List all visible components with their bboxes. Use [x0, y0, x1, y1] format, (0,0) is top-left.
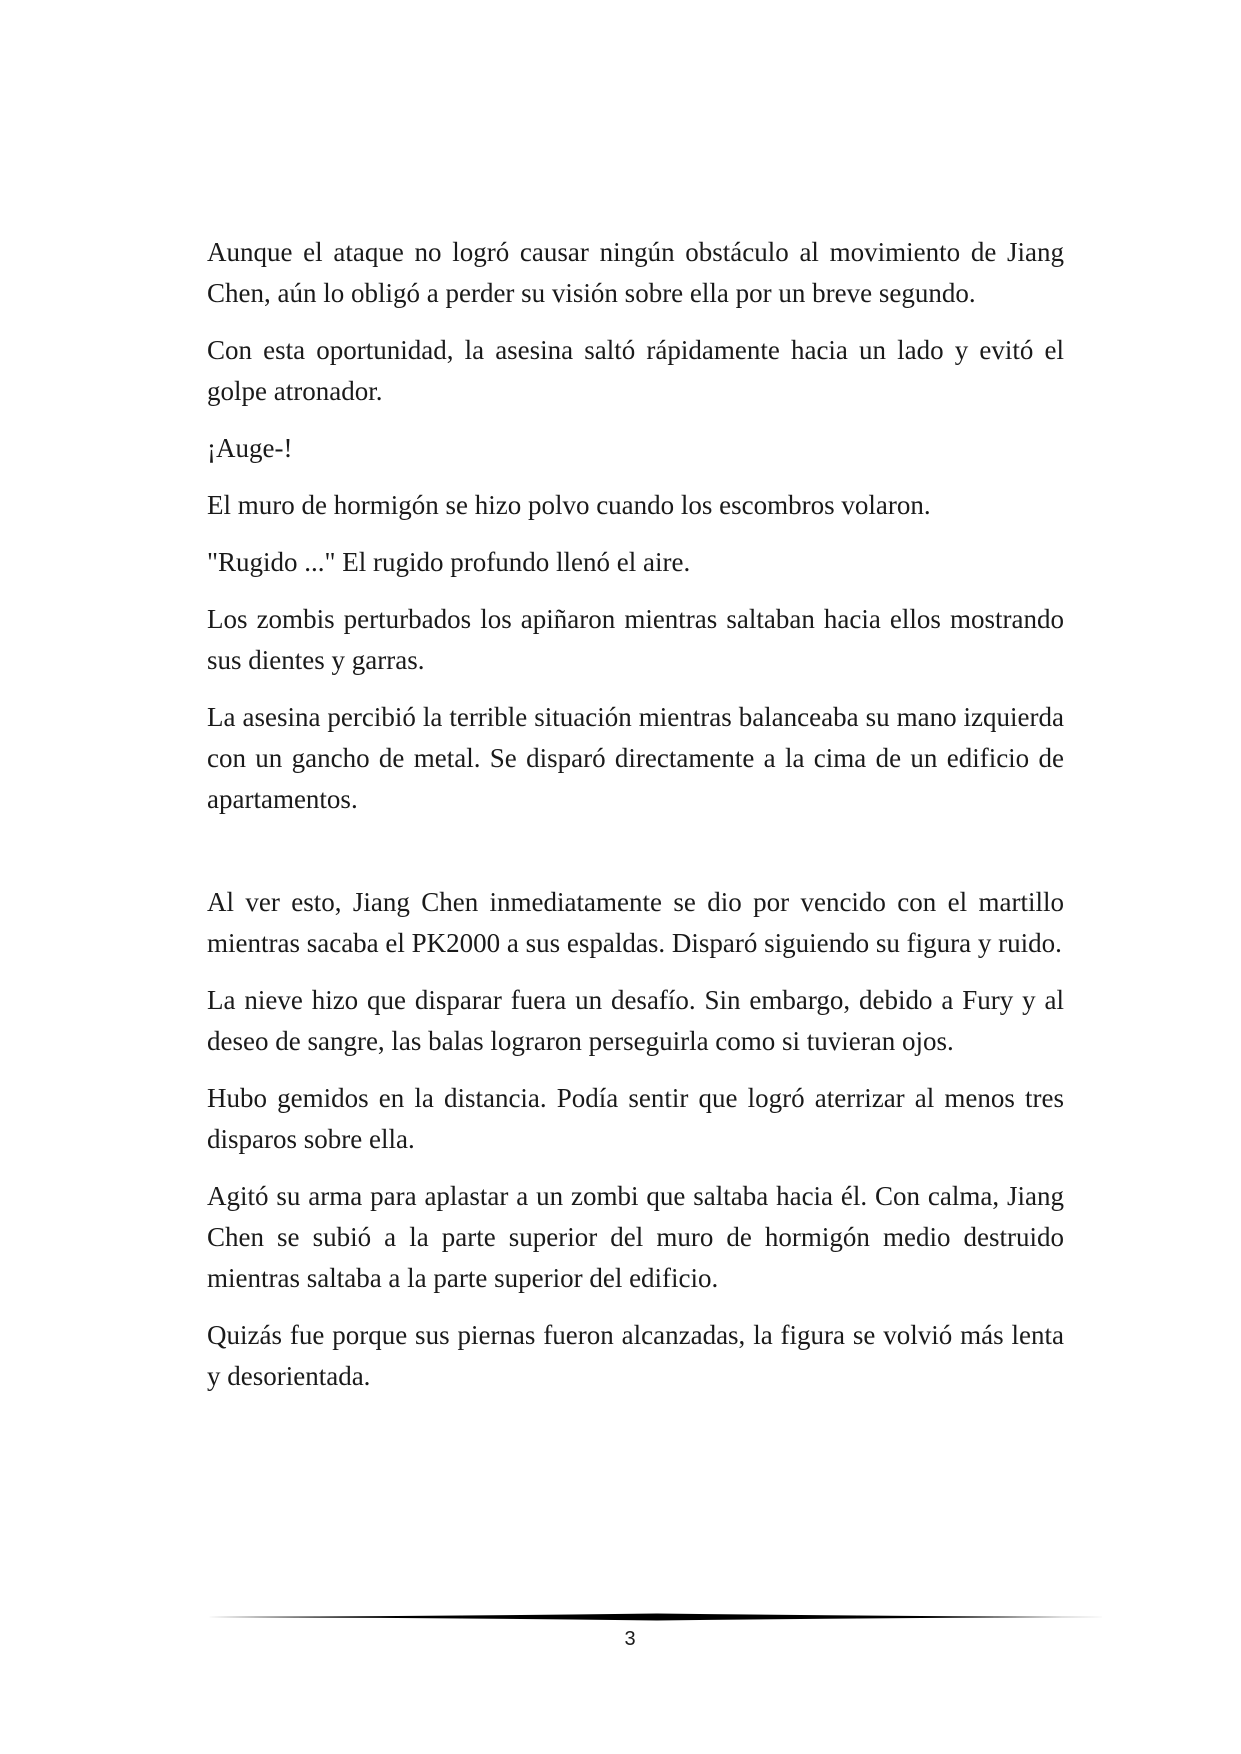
paragraph: Quizás fue porque sus piernas fueron alcanzadas, la figura se volvió más lenta y desorientada.	[207, 1320, 1064, 1391]
paragraph: La nieve hizo que disparar fuera un desafío. Sin embargo, debido a Fury y al deseo de sangre, las balas lograron perseguirla como si tuvieran ojos.	[207, 985, 1064, 1056]
paragraph: Agitó su arma para aplastar a un zombi que saltaba hacia él. Con calma, Jiang Chen se subió a la parte superior del muro de hormigón medio destruido mientras saltaba a la parte superior del edificio.	[207, 1181, 1064, 1293]
paragraph: ¡Auge-!	[207, 433, 293, 463]
paragraph: Con esta oportunidad, la asesina saltó rápidamente hacia un lado y evitó el golpe atronador.	[207, 335, 1064, 406]
footer-rule	[207, 1612, 1107, 1622]
paragraph: Aunque el ataque no logró causar ningún obstáculo al movimiento de Jiang Chen, aún lo obligó a perder su visión sobre ella por un breve segundo.	[207, 237, 1064, 308]
footer-rule-swash	[207, 1614, 1107, 1621]
paragraph: "Rugido ..." El rugido profundo llenó el aire.	[207, 547, 691, 577]
body-text	[207, 232, 1064, 1413]
page-number: 3	[624, 1628, 636, 1650]
paragraph: Al ver esto, Jiang Chen inmediatamente se dio por vencido con el martillo mientras sacaba el PK2000 a sus espaldas. Disparó siguiendo su figura y ruido.	[207, 887, 1064, 958]
paragraph: Los zombis perturbados los apiñaron mientras saltaban hacia ellos mostrando sus dientes y garras.	[207, 604, 1064, 675]
paragraph: Hubo gemidos en la distancia. Podía sentir que logró aterrizar al menos tres disparos sobre ella.	[207, 1083, 1064, 1154]
paragraph: La asesina percibió la terrible situación mientras balanceaba su mano izquierda con un gancho de metal. Se disparó directamente a la cima de un edificio de apartamentos.	[207, 702, 1064, 814]
paragraph: El muro de hormigón se hizo polvo cuando los escombros volaron.	[207, 490, 931, 520]
